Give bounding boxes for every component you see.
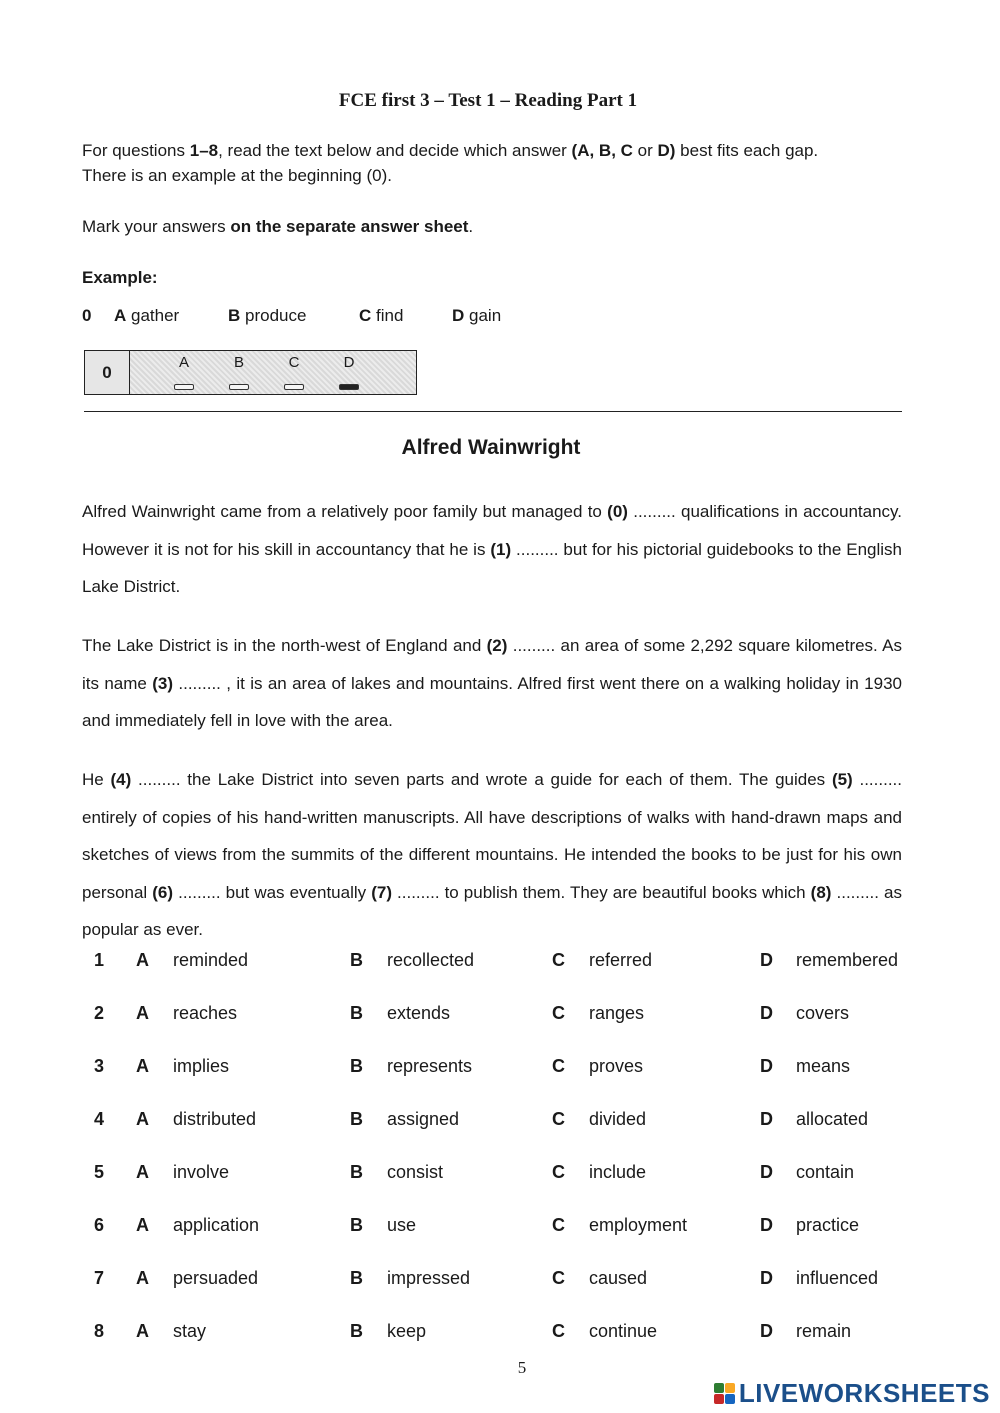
mark-instruction <box>82 214 473 239</box>
example-option-b <box>228 306 306 326</box>
answer-letter-c: C <box>288 354 300 371</box>
option-letter: D <box>760 1056 773 1076</box>
option-b: keep <box>387 1321 427 1341</box>
gap-2: (2) <box>486 636 508 655</box>
gap-5: (5) <box>831 770 853 789</box>
question-7 <box>82 1268 922 1298</box>
question-6 <box>82 1215 922 1245</box>
option-a: distributed <box>173 1109 257 1129</box>
instructions-line-1 <box>82 138 818 163</box>
option-letter: D <box>760 1109 773 1129</box>
answer-letter-d: D <box>343 354 355 371</box>
question-number: 2 <box>94 1003 105 1023</box>
question-number: 7 <box>94 1268 105 1288</box>
answer-mark-d-selected <box>339 384 359 390</box>
answer-mark-a <box>174 384 194 390</box>
gap-6: (6) <box>152 882 174 902</box>
option-b: use <box>387 1215 417 1235</box>
text: ......... but was eventually <box>173 882 372 902</box>
instr-text: , read the text below and decide which answer <box>218 141 572 160</box>
option-word: produce <box>245 306 307 325</box>
option-letter: B <box>350 1268 363 1288</box>
option-a: involve <box>173 1162 230 1182</box>
option-c: proves <box>589 1056 644 1076</box>
answer-mark-b <box>229 384 249 390</box>
text: ......... qualifications in accountancy. However it is not for his skill in accountancy that he is <box>82 502 903 559</box>
answer-box-number: 0 <box>85 351 130 394</box>
option-b: represents <box>387 1056 473 1076</box>
text: He <box>82 770 111 789</box>
liveworksheets-logo <box>714 1378 990 1409</box>
option-letter: B <box>228 306 241 325</box>
gap-8: (8) <box>810 882 832 902</box>
gap-7: (7) <box>371 882 392 902</box>
option-b: consist <box>387 1162 444 1182</box>
option-letter: A <box>136 1056 149 1076</box>
option-d: remain <box>796 1321 852 1341</box>
option-d: covers <box>796 1003 850 1023</box>
option-letter: A <box>136 1215 149 1235</box>
option-letter: C <box>552 1003 565 1023</box>
option-a: reminded <box>173 950 249 970</box>
option-letter: A <box>114 306 127 325</box>
option-d: practice <box>796 1215 860 1235</box>
option-c: continue <box>589 1321 658 1341</box>
option-letter: D <box>760 1268 773 1288</box>
text: ......... the Lake District into seven parts and wrote a guide for each of them. The guides <box>131 770 832 789</box>
question-number: 4 <box>94 1109 105 1129</box>
option-letter: B <box>350 950 363 970</box>
example-option-d <box>452 306 501 326</box>
question-8 <box>82 1321 922 1351</box>
option-a: implies <box>173 1056 230 1076</box>
option-letter: A <box>136 950 149 970</box>
option-c: ranges <box>589 1003 645 1023</box>
option-letter: B <box>350 1215 363 1235</box>
option-letter: C <box>552 1268 565 1288</box>
option-c: include <box>589 1162 647 1182</box>
option-letter: D <box>760 1321 773 1341</box>
instr-letters: D) <box>657 141 676 160</box>
option-c: divided <box>589 1109 647 1129</box>
answer-letter-a: A <box>178 354 189 371</box>
gap-0: (0) <box>607 502 628 521</box>
instructions <box>82 138 818 188</box>
question-4 <box>82 1109 922 1139</box>
instr-range: 1–8 <box>189 141 219 160</box>
option-letter: B <box>350 1056 363 1076</box>
option-letter: C <box>552 1162 565 1182</box>
option-c: caused <box>589 1268 648 1288</box>
option-b: impressed <box>387 1268 471 1288</box>
option-letter: D <box>452 306 465 325</box>
text: ......... as popular as ever. <box>82 882 903 939</box>
example-number <box>82 306 91 326</box>
text: ......... to publish them. They are beautiful books which <box>391 882 811 902</box>
answer-mark-c <box>284 384 304 390</box>
option-b: assigned <box>387 1109 460 1129</box>
option-letter: C <box>552 1109 565 1129</box>
option-letter: A <box>136 1321 149 1341</box>
question-number: 5 <box>94 1162 105 1182</box>
text: ......... entirely of copies of his hand-written manuscripts. All have descriptions of walks with hand-drawn maps and sketches of views from the summits of the different mountains. He intended the books to be just for his own personal <box>82 770 902 902</box>
instructions-line-2: There is an example at the beginning (0). <box>82 166 392 185</box>
option-letter: B <box>350 1162 363 1182</box>
instr-letters: (A, B, C <box>571 141 633 160</box>
option-letter: C <box>552 1215 565 1235</box>
example-number-text: 0 <box>82 306 92 325</box>
answer-letter-b: B <box>233 354 244 371</box>
option-letter: D <box>760 1215 773 1235</box>
question-2 <box>82 1003 922 1033</box>
gap-1: (1) <box>490 539 512 559</box>
question-number: 6 <box>94 1215 105 1235</box>
option-b: recollected <box>387 950 475 970</box>
text: The Lake District is in the north-west of England and <box>82 636 487 655</box>
article-heading: Alfred Wainwright <box>401 436 581 459</box>
mark-emphasis: on the separate answer sheet <box>230 217 469 236</box>
page-title: FCE first 3 – Test 1 – Reading Part 1 <box>338 90 638 111</box>
text: Alfred Wainwright came from a relatively poor family but managed to <box>82 502 608 521</box>
question-number: 1 <box>94 950 105 970</box>
option-letter: A <box>136 1162 149 1182</box>
option-d: allocated <box>796 1109 869 1129</box>
question-number: 8 <box>94 1321 105 1341</box>
option-letter: B <box>350 1321 363 1341</box>
mark-text: Mark your answers <box>82 217 231 236</box>
option-letter: D <box>760 1162 773 1182</box>
option-letter: C <box>552 1056 565 1076</box>
option-letter: C <box>359 306 372 325</box>
option-letter: B <box>350 1003 363 1023</box>
option-d: influenced <box>796 1268 879 1288</box>
option-a: reaches <box>173 1003 238 1023</box>
gap-4: (4) <box>110 770 132 789</box>
option-word: gain <box>469 306 502 325</box>
instr-text: or <box>632 141 658 160</box>
option-letter: C <box>552 1321 565 1341</box>
example-label: Example: <box>82 268 158 287</box>
page-number: 5 <box>517 1358 527 1377</box>
example-option-c <box>359 306 403 326</box>
logo-text: LIVEWORKSHEETS <box>738 1378 990 1408</box>
gap-3: (3) <box>152 673 174 693</box>
logo-grid-icon <box>714 1383 735 1404</box>
option-a: stay <box>173 1321 207 1341</box>
option-d: remembered <box>796 950 899 970</box>
option-word: gather <box>131 306 180 325</box>
article-paragraph-3 <box>82 761 902 949</box>
article-paragraph-2 <box>82 627 902 740</box>
option-letter: B <box>350 1109 363 1129</box>
option-c: referred <box>589 950 653 970</box>
text: ......... but for his pictorial guidebooks to the English Lake District. <box>82 539 902 596</box>
option-a: persuaded <box>173 1268 259 1288</box>
question-5 <box>82 1162 922 1192</box>
article-paragraph-1 <box>82 493 902 606</box>
option-d: means <box>796 1056 851 1076</box>
text: ......... an area of some 2,292 square kilometres. As its name <box>82 636 902 693</box>
option-letter: A <box>136 1109 149 1129</box>
instr-text: best fits each gap. <box>675 141 819 160</box>
option-d: contain <box>796 1162 855 1182</box>
option-letter: A <box>136 1003 149 1023</box>
divider <box>84 411 902 412</box>
question-1 <box>82 950 922 980</box>
question-3 <box>82 1056 922 1086</box>
option-letter: D <box>760 1003 773 1023</box>
option-a: application <box>173 1215 260 1235</box>
instr-text: For questions <box>82 141 190 160</box>
option-b: extends <box>387 1003 451 1023</box>
example-option-a <box>114 306 179 326</box>
option-word: find <box>376 306 404 325</box>
mark-text: . <box>468 217 474 236</box>
text: ......... , it is an area of lakes and mountains. Alfred first went there on a walking holiday in 1930 and immediately fell in love with the area. <box>82 673 902 730</box>
example-answer-box <box>84 350 417 395</box>
option-letter: C <box>552 950 565 970</box>
option-letter: A <box>136 1268 149 1288</box>
option-letter: D <box>760 950 773 970</box>
answer-box-options <box>130 351 416 394</box>
option-c: employment <box>589 1215 688 1235</box>
question-number: 3 <box>94 1056 105 1076</box>
